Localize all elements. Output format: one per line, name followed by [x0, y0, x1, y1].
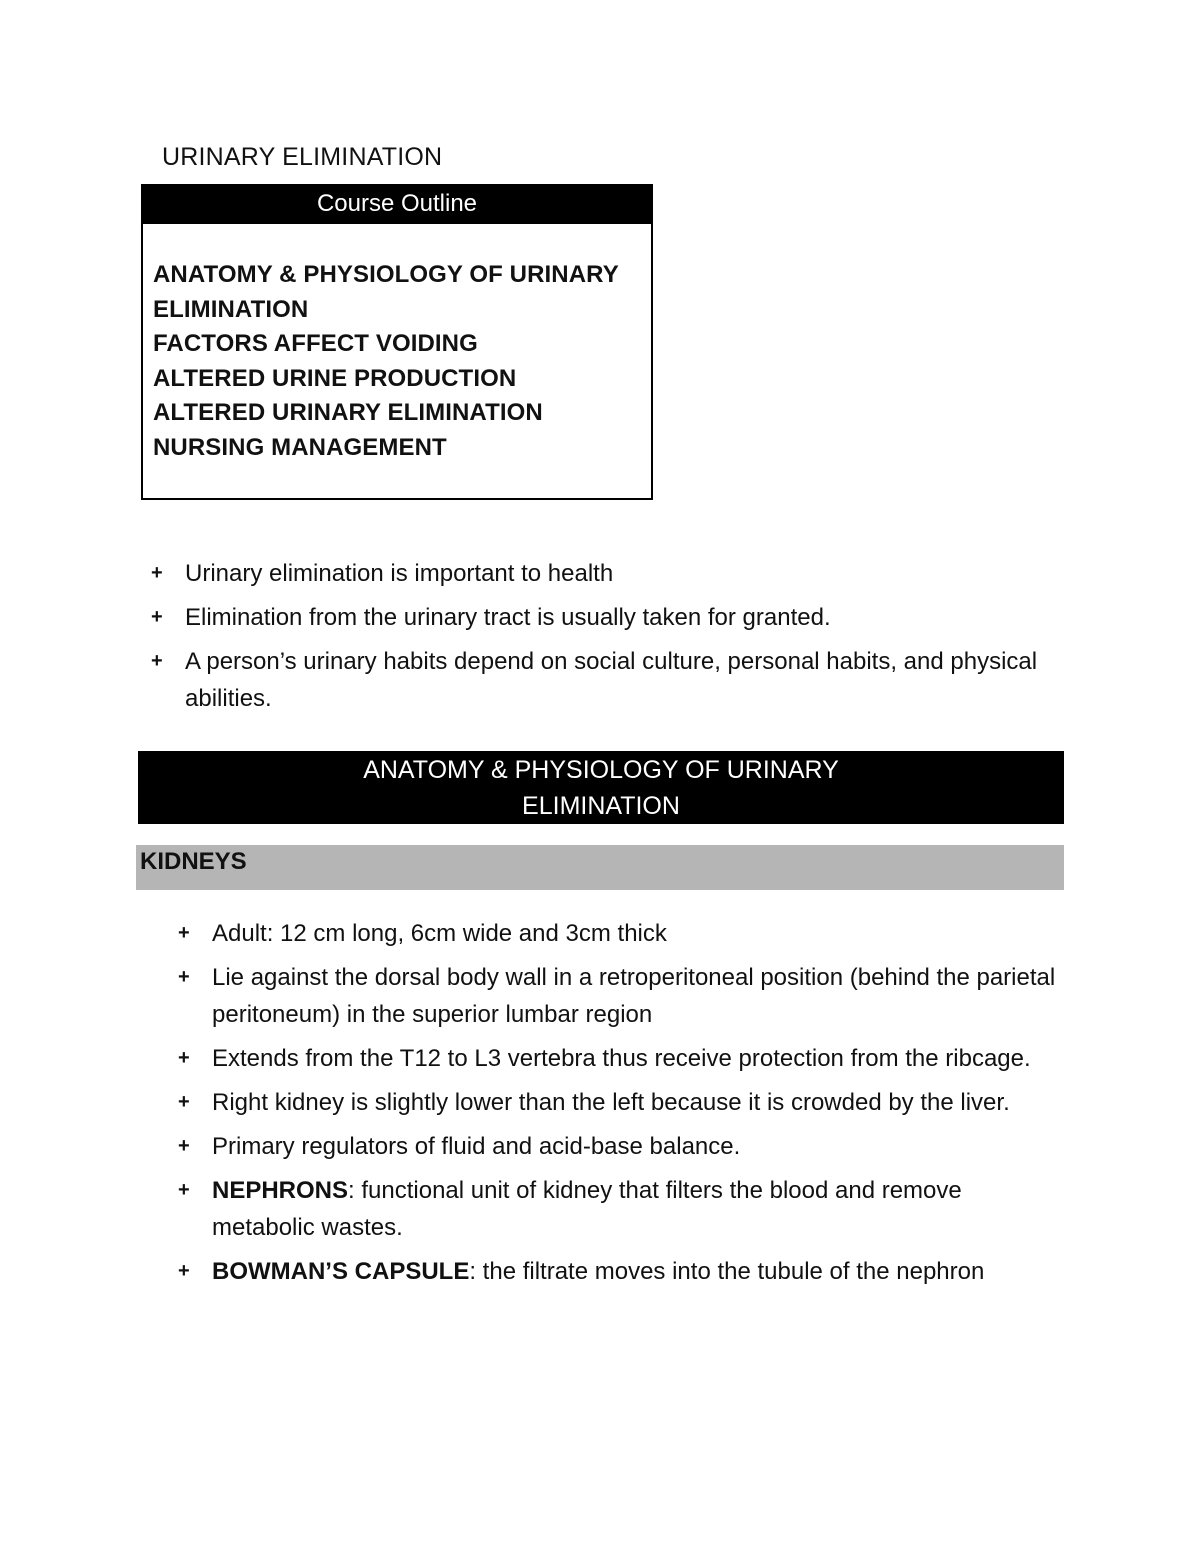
bullet-text: A person’s urinary habits depend on social culture, personal habits, and physical abilities. — [185, 648, 1038, 712]
plus-bullet-icon: + — [151, 562, 163, 584]
course-outline-box — [141, 184, 653, 500]
kidney-bullet-list — [178, 915, 1058, 1297]
outline-item-altered-production: ALTERED URINE PRODUCTION — [153, 364, 517, 392]
list-item — [151, 643, 1071, 717]
bullet-text: Right kidney is slightly lower than the left because it is crowded by the liver. — [212, 1089, 1010, 1116]
intro-bullet-list — [151, 555, 1071, 724]
plus-bullet-icon: + — [151, 650, 163, 672]
list-item — [178, 1040, 1058, 1077]
list-item — [151, 599, 1071, 636]
list-item — [178, 1128, 1058, 1165]
subsection-heading-kidneys: KIDNEYS — [136, 845, 1064, 890]
outline-item-anatomy: ANATOMY & PHYSIOLOGY OF URINARY ELIMINATION — [153, 261, 619, 323]
list-item — [178, 1172, 1058, 1246]
plus-bullet-icon: + — [178, 1047, 190, 1069]
list-item — [178, 959, 1058, 1033]
outline-item-altered-elimination: ALTERED URINARY ELIMINATION — [153, 399, 543, 426]
bullet-text: Extends from the T12 to L3 vertebra thus receive protection from the ribcage. — [212, 1045, 1031, 1072]
plus-bullet-icon: + — [178, 922, 190, 944]
plus-bullet-icon: + — [178, 1135, 190, 1157]
bullet-text: Urinary elimination is important to health — [185, 560, 614, 587]
bullet-text: Adult: 12 cm long, 6cm wide and 3cm thick — [212, 920, 667, 947]
plus-bullet-icon: + — [151, 606, 163, 628]
plus-bullet-icon: + — [178, 1091, 190, 1113]
course-outline-list — [143, 224, 651, 465]
list-item — [178, 1084, 1058, 1121]
outline-item-factors: FACTORS AFFECT VOIDING — [153, 330, 478, 357]
bullet-term: BOWMAN’S CAPSULE — [212, 1258, 470, 1285]
bullet-text: : the filtrate moves into the tubule of the nephron — [469, 1258, 985, 1285]
bullet-text: Elimination from the urinary tract is usually taken for granted. — [185, 604, 831, 631]
plus-bullet-icon: + — [178, 966, 190, 988]
bullet-text: : functional unit of kidney that filters the blood and remove metabolic wastes. — [212, 1177, 962, 1241]
section-heading-banner — [138, 751, 1064, 824]
section-heading: ANATOMY & PHYSIOLOGY OF URINARY ELIMINATION — [363, 756, 839, 820]
document-title: URINARY ELIMINATION — [162, 143, 443, 171]
outline-item-nursing: NURSING MANAGEMENT — [153, 433, 447, 461]
course-outline-header: Course Outline — [143, 186, 651, 224]
bullet-term: NEPHRONS — [212, 1177, 349, 1204]
list-item — [151, 555, 1071, 592]
bullet-text: Lie against the dorsal body wall in a retroperitoneal position (behind the parietal peritoneum) in the superior lumbar region — [212, 964, 1056, 1028]
bullet-text: Primary regulators of fluid and acid-base balance. — [212, 1133, 741, 1160]
list-item — [178, 1253, 1058, 1290]
list-item — [178, 915, 1058, 952]
plus-bullet-icon: + — [178, 1179, 190, 1201]
plus-bullet-icon: + — [178, 1260, 190, 1282]
